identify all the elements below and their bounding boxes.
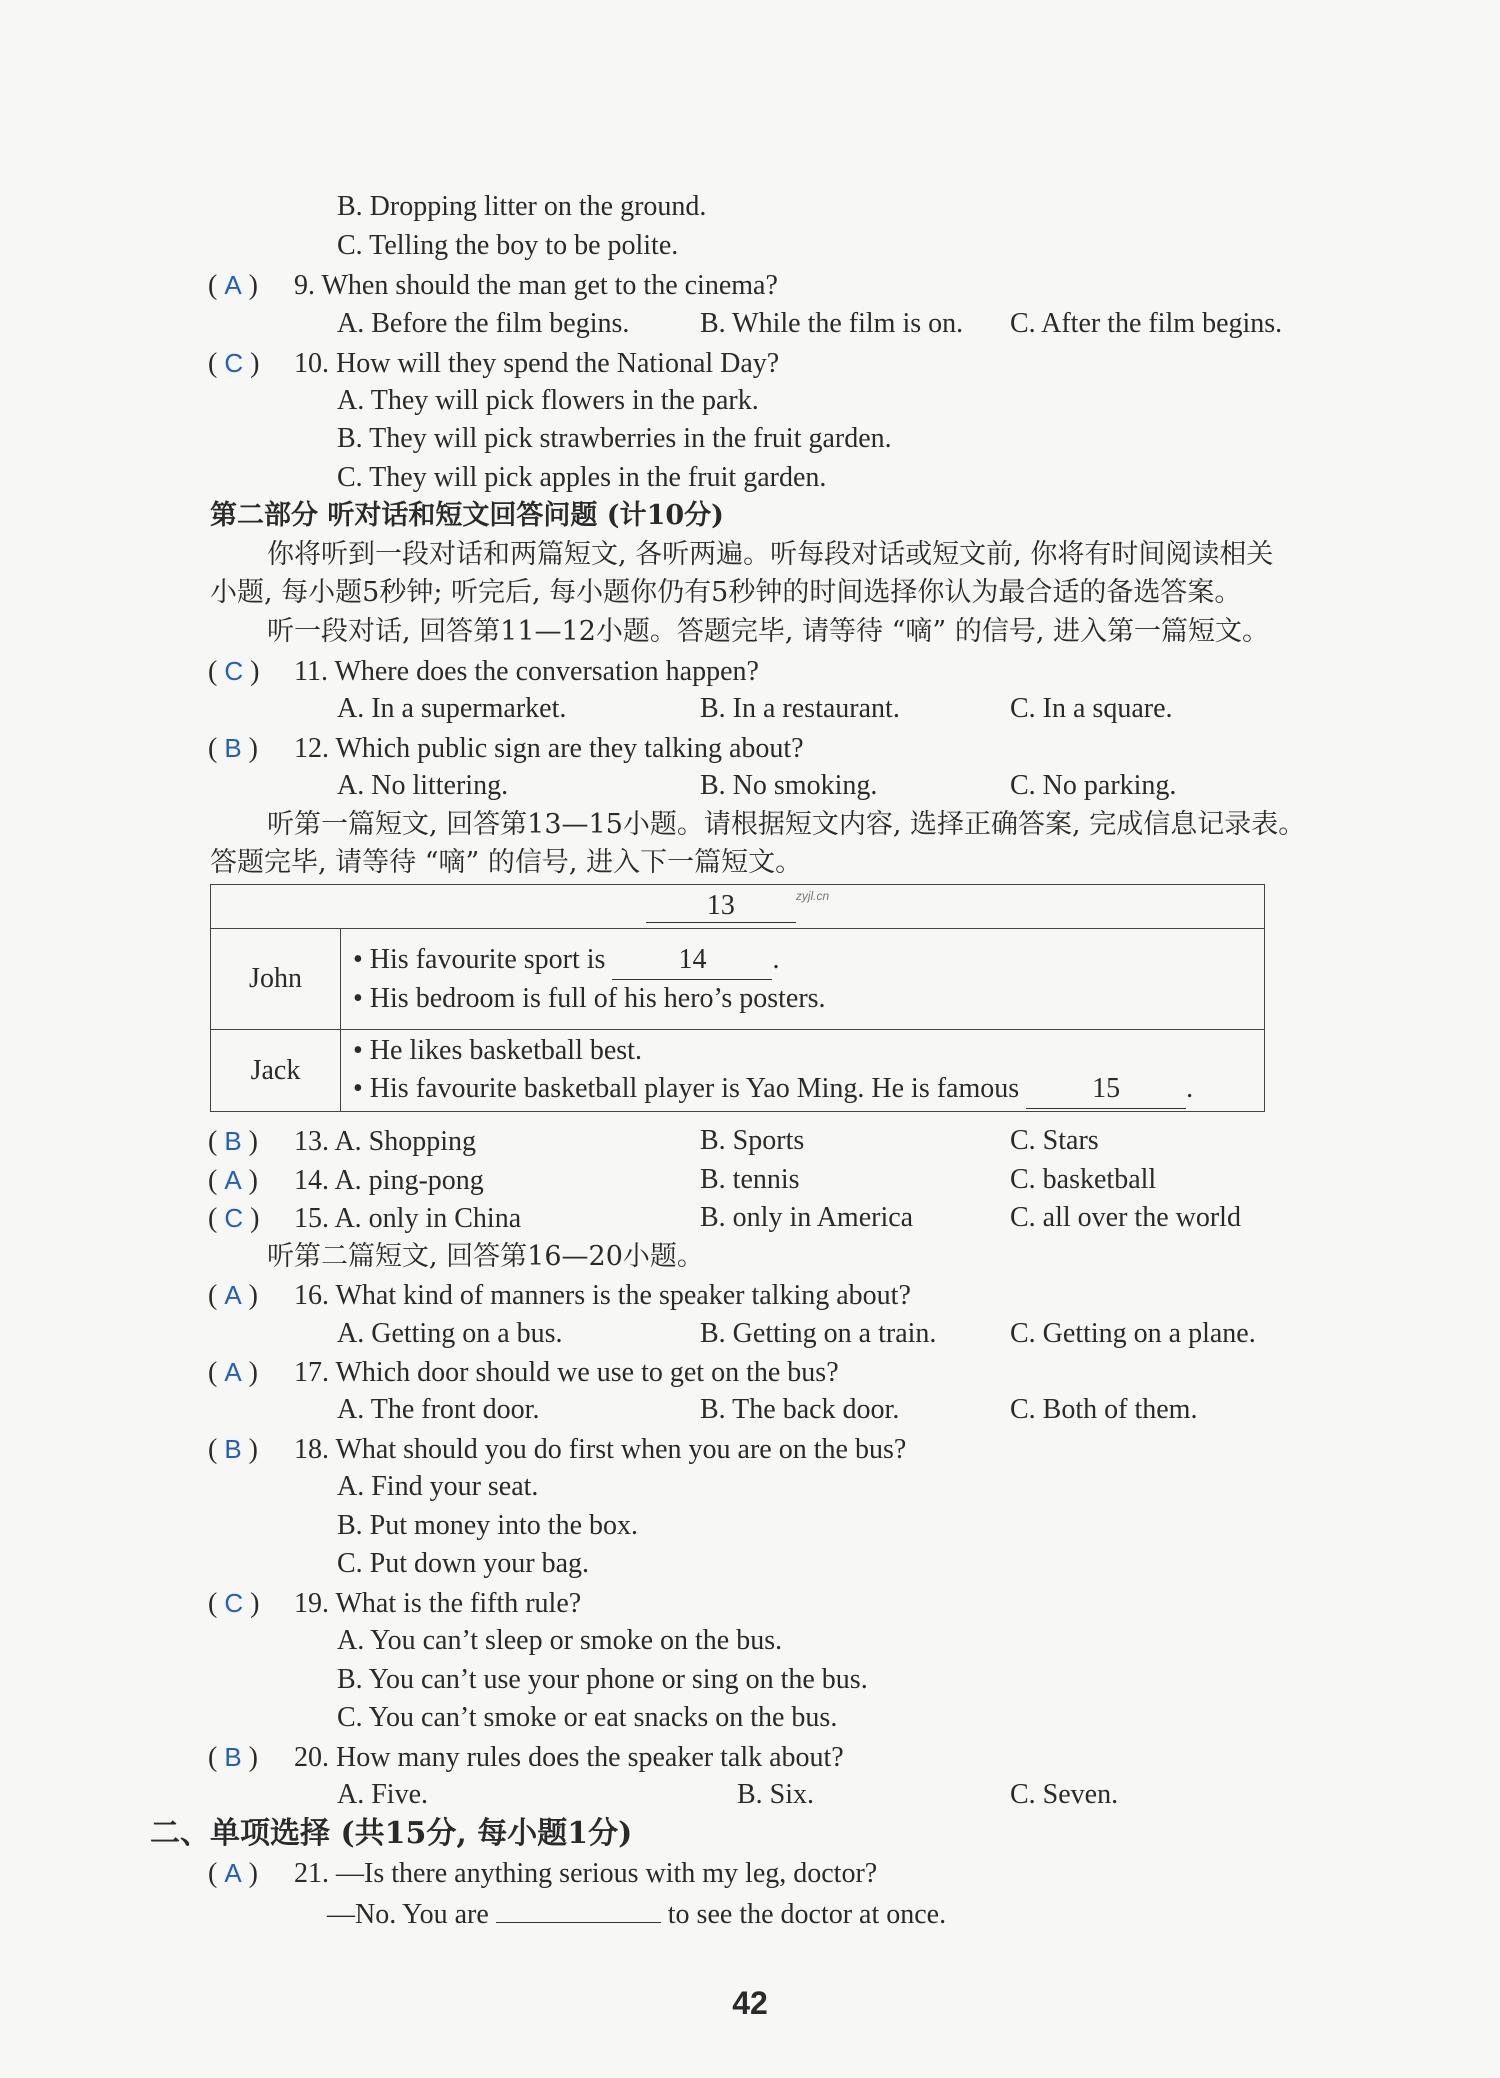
answer-mark: C [224,656,244,686]
q18-option-a: A. Find your seat. [337,1471,539,1502]
q19-option-a: A. You can’t sleep or smoke on the bus. [337,1625,783,1656]
question-text: 11. Where does the conversation happen? [294,656,759,687]
john-line2: • His bedroom is full of his hero’s posters. [353,982,826,1014]
passage1-instruction-line1: 听第一篇短文, 回答第13—15小题。请根据短文内容, 选择正确答案, 完成信息记录表。 [267,809,1306,840]
question-21 [208,1856,877,1891]
part2-intro-line1: 你将听到一段对话和两篇短文, 各听两遍。听每段对话或短文前, 你将有时间阅读相关 [267,539,1274,570]
q20-option-c: C. Seven. [1010,1779,1119,1810]
answer-mark: C [224,1203,244,1233]
q8-option-c: C. Telling the boy to be polite. [337,230,679,261]
table-header-row [211,885,1265,929]
answer-paren: ( B ) [208,1126,258,1157]
question-20 [208,1740,844,1775]
question-19 [208,1586,581,1621]
blank-13: 13 [646,890,796,923]
info-cell-jack [341,1030,1265,1112]
question-16 [208,1278,911,1313]
answer-paren: ( A ) [208,270,258,301]
q14-option-b: B. tennis [700,1164,800,1195]
question-text: 12. Which public sign are they talking about? [294,733,804,764]
q11-option-c: C. In a square. [1010,693,1173,724]
table-row-john [211,929,1265,1030]
q18-option-c: C. Put down your bag. [337,1548,589,1579]
answer-mark: B [224,1434,242,1464]
question-text: 19. What is the fifth rule? [294,1588,582,1619]
answer-mark: B [224,733,242,763]
table-header-cell [211,885,1265,929]
q20-option-b: B. Six. [737,1779,815,1810]
answer-paren: ( A ) [208,1357,258,1388]
question-14 [208,1163,484,1198]
question-text: 10. How will they spend the National Day? [294,348,780,379]
question-9 [208,268,778,303]
q18-option-b: B. Put money into the box. [337,1510,638,1541]
section2-heading: 二、单项选择 (共15分, 每小题1分) [150,1816,633,1851]
answer-paren: ( B ) [208,1742,258,1773]
q10-option-a: A. They will pick flowers in the park. [337,385,759,416]
answer-paren: ( C ) [208,1203,260,1234]
name-cell-jack: Jack [211,1030,341,1112]
q20-option-a: A. Five. [337,1779,428,1810]
question-10 [208,346,779,381]
q9-option-b: B. While the film is on. [700,308,964,339]
jack-line1: • He likes basketball best. [353,1035,642,1066]
q19-option-b: B. You can’t use your phone or sing on the bus. [337,1664,868,1695]
part2-intro-line2: 小题, 每小题5秒钟; 听完后, 每小题你仍有5秒钟的时间选择你认为最合适的备选答案。 [210,577,1242,608]
q15-option-b: B. only in America [700,1202,914,1233]
q11-option-a: A. In a supermarket. [337,693,567,724]
question-18 [208,1432,906,1467]
info-record-table [210,884,1265,1112]
answer-mark: A [224,270,242,300]
answer-paren: ( C ) [208,656,260,687]
answer-mark: B [224,1126,242,1156]
info-cell-john [341,929,1265,1030]
answer-mark: B [224,1742,242,1772]
page-number: 42 [732,1985,768,2021]
name-cell-john: John [211,929,341,1030]
blank-14: 14 [612,941,772,980]
answer-paren: ( B ) [208,1434,258,1465]
dialog-instruction: 听一段对话, 回答第11—12小题。答题完毕, 请等待 “嘀” 的信号, 进入第一篇短文。 [267,616,1269,647]
blank-15: 15 [1026,1070,1186,1109]
answer-mark: A [224,1280,242,1310]
question-text: 9. When should the man get to the cinema? [294,270,778,301]
passage2-instruction: 听第二篇短文, 回答第16—20小题。 [267,1241,704,1272]
answer-mark: C [224,348,244,378]
question-15 [208,1201,521,1236]
question-text: 17. Which door should we use to get on the bus? [294,1357,839,1388]
answer-mark: A [224,1165,242,1195]
question-text: 20. How many rules does the speaker talk about? [294,1742,844,1773]
q17-option-a: A. The front door. [337,1394,540,1425]
q12-option-a: A. No littering. [337,770,509,801]
q11-option-b: B. In a restaurant. [700,693,900,724]
answer-paren: ( C ) [208,1588,260,1619]
q10-option-b: B. They will pick strawberries in the fruit garden. [337,423,892,454]
answer-paren: ( C ) [208,348,260,379]
question-17 [208,1355,839,1390]
q12-option-c: C. No parking. [1010,770,1177,801]
jack-line2: • His favourite basketball player is Yao Ming. He is famous 15 . [353,1070,1252,1109]
answer-mark: A [224,1357,242,1387]
q16-option-b: B. Getting on a train. [700,1318,937,1349]
question-text: 16. What kind of manners is the speaker talking about? [294,1280,911,1311]
answer-paren: ( B ) [208,733,258,764]
answer-paren: ( A ) [208,1858,258,1889]
answer-paren: ( A ) [208,1165,258,1196]
answer-mark: A [224,1858,242,1888]
q13-option-c: C. Stars [1010,1125,1099,1156]
part2-heading: 第二部分 听对话和短文回答问题 (计10分) [210,500,724,531]
q16-option-a: A. Getting on a bus. [337,1318,563,1349]
q8-option-b: B. Dropping litter on the ground. [337,191,707,222]
table-row-jack [211,1030,1265,1112]
answer-mark: C [224,1588,244,1618]
q9-option-c: C. After the film begins. [1010,308,1283,339]
q9-option-a: A. Before the film begins. [337,308,630,339]
q12-option-b: B. No smoking. [700,770,878,801]
q21-line2: —No. You are to see the doctor at once. [327,1894,946,1932]
blank-21 [496,1894,661,1923]
q10-option-c: C. They will pick apples in the fruit garden. [337,462,827,493]
answer-paren: ( A ) [208,1280,258,1311]
question-11 [208,654,759,689]
question-text: 21. —Is there anything serious with my leg, doctor? [294,1858,878,1889]
q15-option-c: C. all over the world [1010,1202,1241,1233]
q17-option-c: C. Both of them. [1010,1394,1198,1425]
watermark: zyjl.cn [795,889,830,903]
q14-option-c: C. basketball [1010,1164,1157,1195]
question-text: 13. A. Shopping [294,1126,477,1157]
q17-option-b: B. The back door. [700,1394,900,1425]
question-12 [208,731,804,766]
question-text: 18. What should you do first when you are on the bus? [294,1434,907,1465]
john-line1: • His favourite sport is 14 . [353,941,1252,980]
q13-option-b: B. Sports [700,1125,805,1156]
passage1-instruction-line2: 答题完毕, 请等待 “嘀” 的信号, 进入下一篇短文。 [210,847,803,878]
question-text: 14. A. ping-pong [294,1165,484,1196]
question-13 [208,1124,476,1159]
q16-option-c: C. Getting on a plane. [1010,1318,1256,1349]
q19-option-c: C. You can’t smoke or eat snacks on the bus. [337,1702,838,1733]
question-text: 15. A. only in China [294,1203,522,1234]
